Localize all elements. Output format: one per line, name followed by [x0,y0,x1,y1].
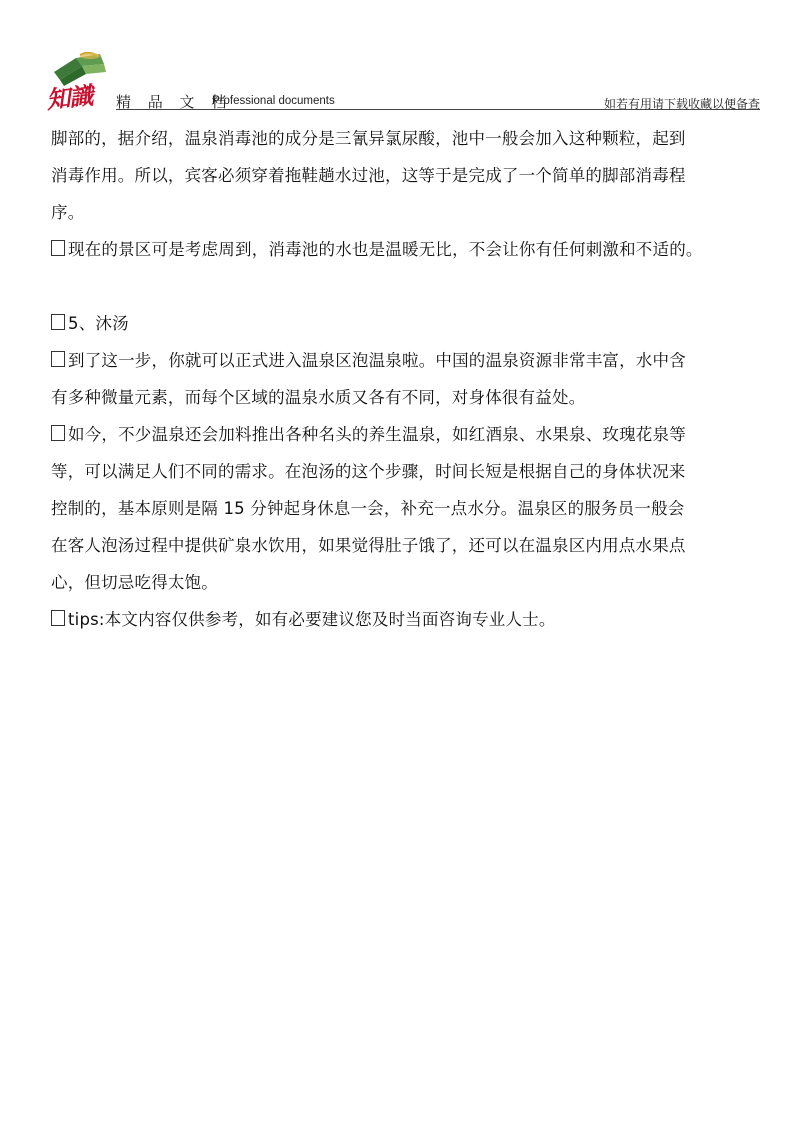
brand-title: 精 品 文 档 [116,93,233,111]
checkbox-glyph-icon [51,240,65,256]
checkbox-glyph-icon [51,351,65,367]
paragraph-4 [51,416,767,601]
checkbox-glyph-icon [51,610,65,626]
text-line: 消毒作用。所以，宾客必须穿着拖鞋趟水过池，这等于是完成了一个简单的脚部消毒程 [51,166,686,185]
text-line: tips:本文内容仅供参考，如有必要建议您及时当面咨询专业人士。 [68,610,556,629]
checkbox-glyph-icon [51,314,65,330]
text-line: 序。 [51,203,85,222]
spacer [51,268,767,305]
text-line: 心，但切忌吃得太饱。 [51,573,218,592]
document-body [51,120,767,638]
text-line: 有多种微量元素，而每个区域的温泉水质又各有不同，对身体很有益处。 [51,388,586,407]
paragraph-2 [51,231,767,268]
text-line: 等，可以满足人们不同的需求。在泡汤的这个步骤，时间长短是根据自己的身体状况来 [51,462,686,481]
text-line: 5、沐汤 [68,314,129,333]
text-line: 在客人泡汤过程中提供矿泉水饮用，如果觉得肚子饿了，还可以在温泉区内用点水果点 [51,536,686,555]
text-line: 到了这一步，你就可以正式进入温泉区泡温泉啦。中国的温泉资源非常丰富，水中含 [68,351,686,370]
text-line: 控制的，基本原则是隔 15 分钟起身休息一会，补充一点水分。温泉区的服务员一般会 [51,499,685,518]
text-line: 如今，不少温泉还会加料推出各种名头的养生温泉，如红酒泉、水果泉、玫瑰花泉等 [68,425,686,444]
paragraph-3 [51,342,767,416]
text-line: 现在的景区可是考虑周到，消毒池的水也是温暖无比，不会让你有任何刺激和不适的。 [68,240,703,259]
checkbox-glyph-icon [51,425,65,441]
logo-text: 知識 [44,80,94,115]
page-header [44,50,760,115]
brand-subtitle: Professional documents [212,95,335,107]
section-heading [51,305,767,342]
paragraph-1 [51,120,767,231]
header-note: 如若有用请下载收藏以便备查 [603,97,760,111]
tips-paragraph [51,601,767,638]
text-line: 脚部的，据介绍，温泉消毒池的成分是三氰异氯尿酸，池中一般会加入这种颗粒，起到 [51,129,686,148]
header-divider [116,109,760,110]
